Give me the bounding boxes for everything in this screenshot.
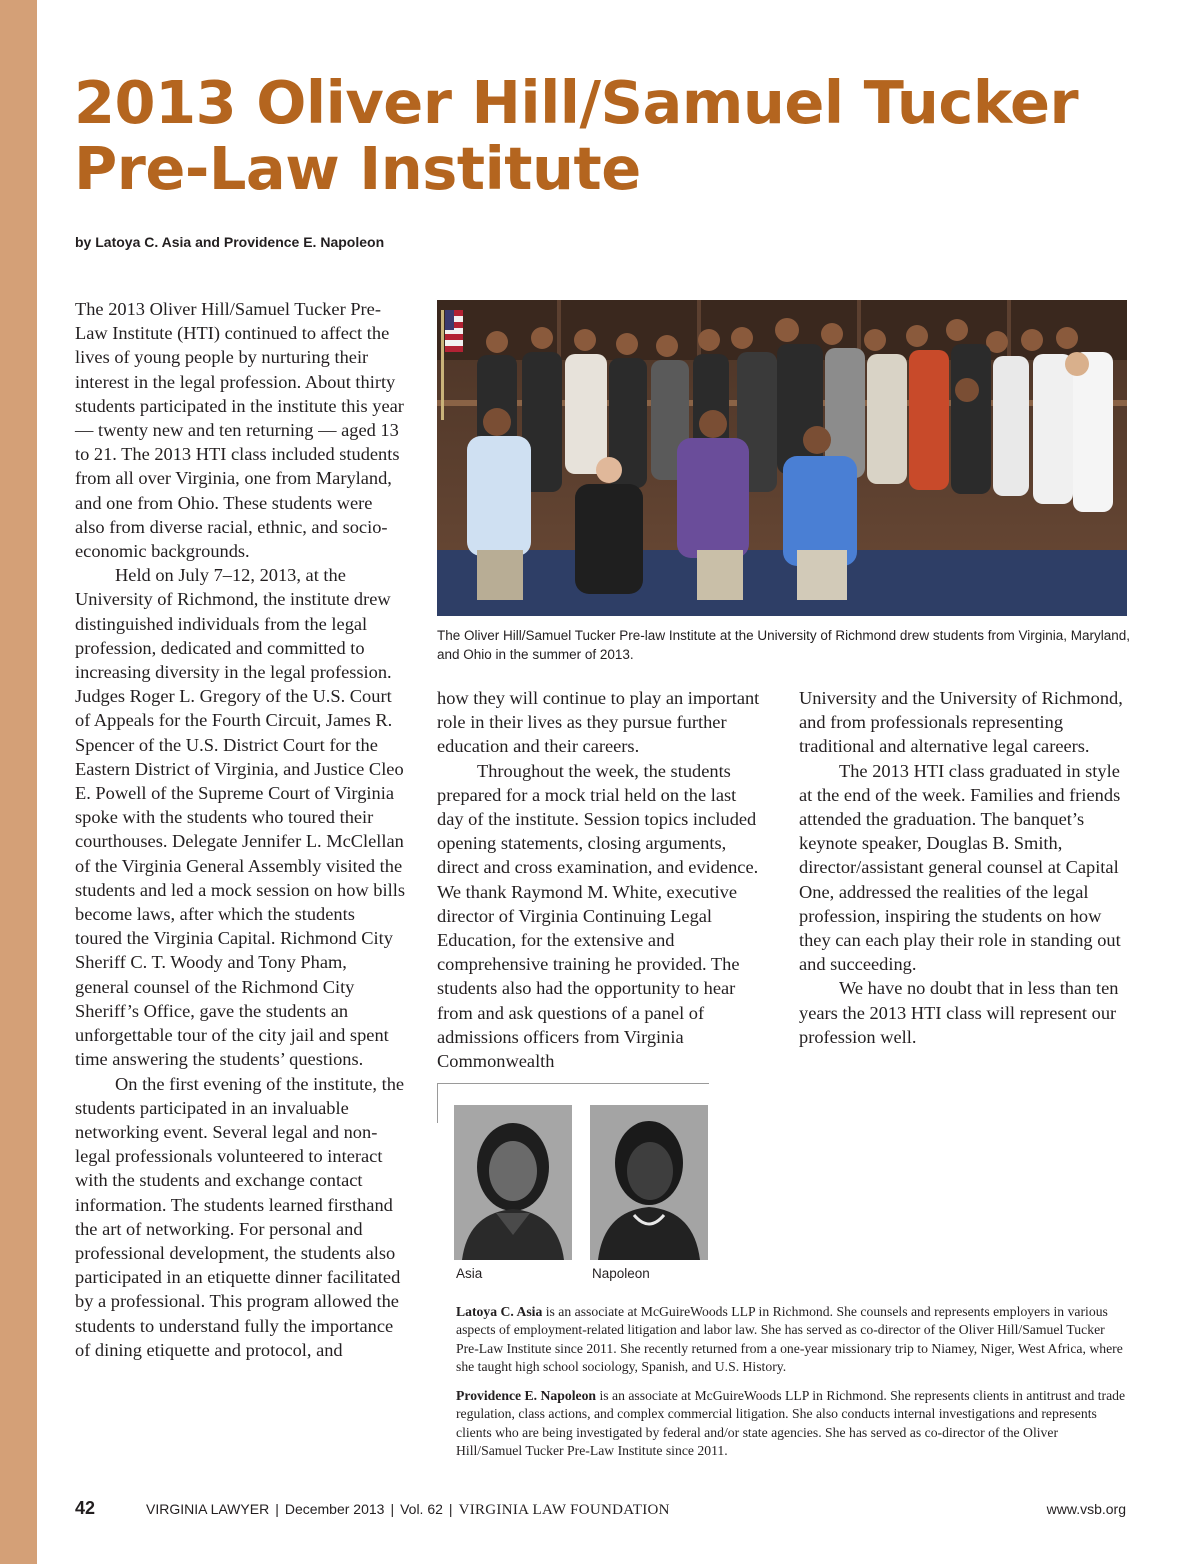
foundation-name: VIRGINIA LAW FOUNDATION	[458, 1502, 670, 1518]
decorative-side-band	[0, 0, 37, 1564]
magazine-name: VIRGINIA LAWYER	[146, 1501, 270, 1517]
photo-caption: The Oliver Hill/Samuel Tucker Pre-law Institute at the University of Richmond drew students from Virginia, Maryland, and Ohio in the summer of 2013.	[437, 628, 1131, 662]
bio-name-asia: Latoya C. Asia	[456, 1304, 543, 1319]
paragraph: Throughout the week, the students prepared for a mock trial held on the last day of the institute. Session topics included opening statements, closing arguments, direct and cross examination, and evidence. We thank Raymond M. White, executive director of Virginia Continuing Legal Education, for the extensive and comprehensive training he provided. The students also had the opportunity to hear from and ask questions of a panel of admissions officers from Virginia Commonwealth	[437, 760, 759, 1072]
bio-text-asia: is an associate at McGuireWoods LLP in Richmond. She counsels and represents employers in various aspects of employment-related litigation and labor law. She has served as co-director of the Oliver Hill/Samuel Tucker Pre-Law Institute since 2011. She recently returned from a one-year missionary trip to Niamey, Niger, West Africa, where she taught high school sociology, Spanish, and U.S. History.	[456, 1304, 1123, 1374]
paragraph: We have no doubt that in less than ten years the 2013 HTI class will represent our profession well.	[799, 978, 1119, 1047]
portrait-napoleon	[590, 1105, 708, 1260]
bio-napoleon	[456, 1387, 1126, 1460]
body-column-1	[75, 297, 405, 1362]
bio-divider-vertical	[437, 1083, 438, 1123]
group-photo	[437, 300, 1127, 616]
website-link[interactable]: www.vsb.org	[1046, 1501, 1126, 1517]
issue-date: December 2013	[284, 1501, 385, 1517]
separator: |	[448, 1501, 453, 1517]
paragraph: On the first evening of the institute, the students participated in an invaluable networking event. Several legal and non-legal professionals volunteered to interact with the students and exchange contact information. The students learned firsthand the art of networking. For personal and professional development, the students also participated in an etiquette dinner facilitated by a professional. This program allowed the students to understand fully the importance of dining etiquette and protocol, and	[75, 1073, 405, 1360]
paragraph: The 2013 Oliver Hill/Samuel Tucker Pre-Law Institute (HTI) continued to affect the lives of young people by nurturing their interest in the legal profession. About thirty students participated in the institute this year — twenty new and ten returning — aged 13 to 21. The 2013 HTI class included students from all over Virginia, one from Maryland, and one from Ohio. These students were also from diverse racial, ethnic, and socio-economic backgrounds.	[75, 299, 404, 562]
article-title	[74, 70, 1154, 202]
volume: Vol. 62	[400, 1501, 443, 1517]
portrait-label-asia: Asia	[456, 1266, 483, 1281]
paragraph: University and the University of Richmond, and from professionals representing traditional and alternative legal careers.	[799, 688, 1123, 757]
paragraph: The 2013 HTI class graduated in style at the end of the week. Families and friends attended the graduation. The banquet’s keynote speaker, Douglas B. Smith, director/assistant general counsel at Capital One, addressed the realities of the legal profession, inspiring the students on how they can each play their role in standing out and succeeding.	[799, 760, 1121, 975]
title-line-2: Pre-Law Institute	[74, 134, 641, 203]
title-line-1: 2013 Oliver Hill/Samuel Tucker	[74, 68, 1079, 137]
bio-name-napoleon: Providence E. Napoleon	[456, 1388, 597, 1403]
separator: |	[275, 1501, 279, 1517]
paragraph: Held on July 7–12, 2013, at the University of Richmond, the institute drew distinguished individuals from the legal profession, dedicated and committed to increasing diversity in the legal profession. Judges Roger L. Gregory of the U.S. Court of Appeals for the Fourth Circuit, James R. Spencer of the U.S. District Court for the Eastern District of Virginia, and Justice Cleo E. Powell of the Supreme Court of Virginia spoke with the students who toured their courthouses. Delegate Jennifer L. McClellan of the Virginia General Assembly visited the students and led a mock session on how bills become laws, after which the students toured the Virginia Capital. Richmond City Sheriff C. T. Woody and Tony Pham, general counsel of the Richmond City Sheriff’s Office, gave the students an unforgettable tour of the city jail and spent time answering the students’ questions.	[75, 565, 405, 1070]
bio-divider	[437, 1083, 709, 1084]
portrait-label-napoleon: Napoleon	[592, 1266, 650, 1281]
body-column-3	[799, 686, 1129, 1049]
portrait-asia	[454, 1105, 572, 1260]
bio-asia	[456, 1303, 1126, 1376]
separator: |	[390, 1501, 395, 1517]
paragraph: how they will continue to play an important role in their lives as they pursue further education and their careers.	[437, 688, 760, 757]
page-number: 42	[75, 1498, 96, 1518]
body-column-2	[437, 686, 767, 1073]
bio-text-napoleon: is an associate at McGuireWoods LLP in Richmond. She represents clients in antitrust and trade regulation, class actions, and complex commercial litigation. She also conducts internal investigations and represents clients who are being investigated by federal and/or state agencies. She has served as co-director of the Oliver Hill/Samuel Tucker Pre-Law Institute since 2011.	[456, 1388, 1126, 1458]
byline: by Latoya C. Asia and Providence E. Napoleon	[75, 234, 385, 250]
publication-info	[146, 1501, 670, 1519]
